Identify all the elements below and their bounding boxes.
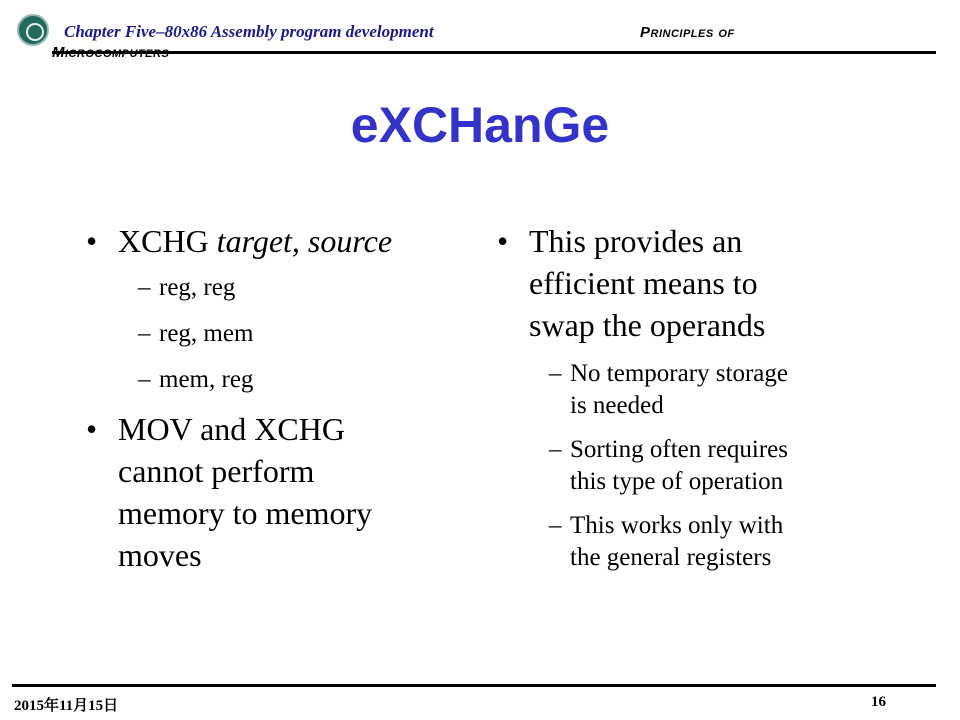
sub-item-reg-mem: – reg, mem [138, 320, 254, 347]
bullet-dot: • [86, 223, 98, 259]
page-number: 16 [871, 694, 886, 710]
bullet-syntax-keyword: XCHG [118, 223, 217, 259]
bullet-dot: • [497, 223, 509, 259]
bullet-efficient-swap: • This provides an efficient means to swap the operands [497, 220, 877, 346]
sub-item-sorting: – Sorting often requires this type of operation [549, 436, 789, 495]
sub-item-reg-reg: – reg, reg [138, 274, 236, 301]
slide-title: eXCHanGe [350, 97, 610, 153]
footer-date: 2015年11月15日 [14, 698, 119, 714]
university-seal-icon [17, 14, 49, 46]
footer-divider [12, 684, 936, 687]
course-title-line1: Principles of [640, 24, 735, 41]
bullet-syntax-operands: target, source [216, 223, 393, 259]
bullet-dot: • [86, 411, 98, 447]
sub-item-no-temp-storage: – No temporary storage is needed [549, 360, 788, 419]
sub-item-general-registers: – This works only with the general registers [549, 512, 784, 571]
right-column [497, 220, 877, 574]
bullet-syntax [86, 220, 466, 262]
chapter-title: Chapter Five–80x86 Assembly program development [64, 22, 434, 41]
left-column [86, 220, 466, 576]
header-divider [52, 51, 936, 54]
sub-item-mem-reg: – mem, reg [138, 366, 254, 393]
bullet-mov-xchg: • MOV and XCHG cannot perform memory to memory moves [86, 408, 466, 576]
